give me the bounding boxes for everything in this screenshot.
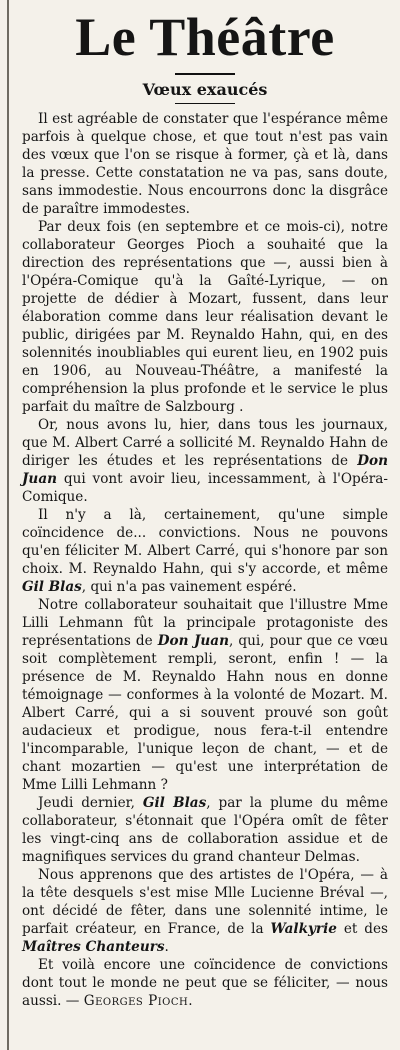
author-signature: Georges Pioch. (83, 993, 194, 1009)
paragraph-3-text-a: Or, nous avons lu, hier, dans tous les journaux, que M. Albert Carré a sollicité M. Reynaldo Hahn de diriger les études et les représentations de (22, 417, 388, 469)
article-body (22, 110, 388, 1010)
title-gil-blas: Gil Blas (142, 795, 207, 811)
paragraph-1: Il est agréable de constater que l'espérance même parfois à quelque chose, et que tout n'est pas vain des vœux que l'on se risque à former, çà et là, dans la presse. Cette constatation ne va pas, sans doute, sans immodestie. Nous encourrons donc la disgrâce de paraître immodestes. (22, 111, 388, 217)
title-maitres-chanteurs: Maîtres Chanteurs (22, 939, 165, 955)
subtitle-rule (175, 103, 235, 104)
title-don-juan: Don Juan (22, 453, 388, 487)
paragraph-6-text-a: Jeudi dernier, (38, 795, 143, 811)
paragraph-8 (22, 956, 388, 1010)
title-rule (175, 73, 235, 75)
paragraph-3 (22, 416, 388, 506)
paragraph-7-text-a: Nous apprenons que des artistes de l'Opéra, — à la tête desquels s'est mise Mlle Lucienne Bréval —, ont décidé de fêter, dans une solennité intime, le parfait créateur, en France, de la (22, 867, 388, 937)
paragraph-2: Par deux fois (en septembre et ce mois-ci), notre collaborateur Georges Pioch a souhaité que la direction des représentations que —, aussi bien à l'Opéra-Comique qu'à la Gaîté-Lyrique, — on projette de dédier à Mozart, fussent, dans leur élaboration comme dans leur réalisation devant le public, dirigées par M. Reynaldo Hahn, qui, en des solennités inoubliables qui eurent lieu, en 1902 puis en 1906, au Nouveau-Théâtre, a manifesté la compréhension la plus profonde et le service le plus parfait du maître de Salzbourg . (22, 219, 388, 415)
paragraph-7-text-c: . (164, 939, 169, 955)
paragraph-4 (22, 506, 388, 596)
title-walkyrie: Walkyrie (270, 921, 337, 937)
paragraph-3-text-b: qui vont avoir lieu, incessamment, à l'Opéra-Comique. (22, 471, 388, 505)
paragraph-4-text-b: , qui n'a pas vainement espéré. (81, 579, 297, 595)
masthead-title: Le Théâtre (75, 7, 335, 67)
paragraph-6 (22, 794, 388, 866)
paragraph-6-text-b: , par la plume du même collaborateur, s'étonnait que l'Opéra omît de fêter les vingt-cinq ans de collaboration assidue et de magnifiques services du grand chanteur Delmas. (22, 795, 388, 865)
article-subtitle: Vœux exaucés (142, 80, 268, 99)
paragraph-7-text-b: et des (336, 921, 389, 937)
paragraph-7 (22, 866, 388, 956)
paragraph-4-text-a: Il n'y a là, certainement, qu'une simple coïncidence de... convictions. Nous ne pouvons qu'en féliciter M. Albert Carré, qui s'honore par son choix. M. Reynaldo Hahn, qui s'y accorde, et même (22, 507, 388, 577)
title-gil-blas: Gil Blas (22, 579, 82, 595)
paragraph-8-text: Et voilà encore une coïncidence de convictions dont tout le monde ne peut que se féliciter, — nous aussi. — (22, 957, 388, 1009)
paragraph-5-text-a: Notre collaborateur souhaitait que l'illustre Mme Lilli Lehmann fût la principale protagoniste des représentations de (22, 597, 388, 649)
column-rule (7, 0, 9, 1050)
title-don-juan: Don Juan (157, 633, 229, 649)
paragraph-5-text-b: , qui, pour que ce vœu soit complètement rempli, seront, enfin ! — la présence de M. Reynaldo Hahn nous en donne témoignage — conformes à la volonté de Mozart. M. Albert Carré, qui a si souvent prouvé son goût audacieux et prodigue, nous fera-t-il entendre l'incomparable, l'unique leçon de chant, — et de chant mozartien — qu'est une interprétation de Mme Lilli Lehmann ? (22, 633, 388, 793)
paragraph-5 (22, 596, 388, 794)
